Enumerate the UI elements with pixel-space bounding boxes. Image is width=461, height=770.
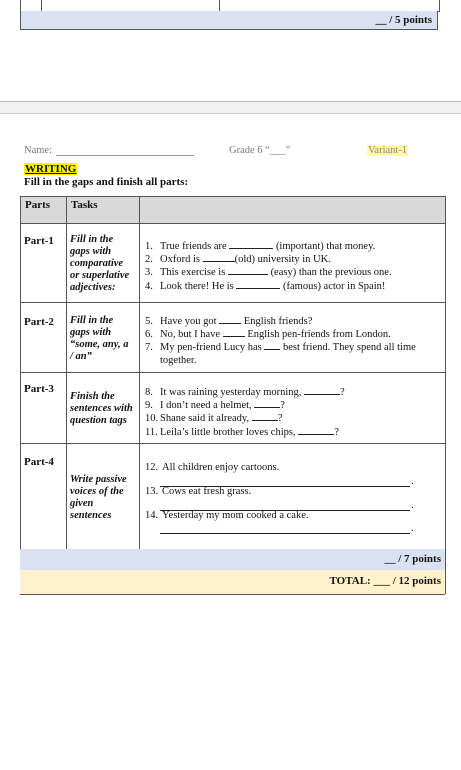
gap-blank[interactable] (229, 240, 273, 249)
page-break-bottom (0, 113, 461, 114)
table-border (20, 372, 445, 373)
list-item: 10. Shane said it already, ? (145, 413, 283, 425)
table-border (20, 302, 445, 303)
part-2-items (145, 315, 416, 367)
list-item: 2. Oxford is (old) university in UK. (145, 254, 331, 266)
gap-blank[interactable] (304, 386, 340, 395)
task-description: Finish the sentences with question tags (70, 391, 133, 426)
grade-label: Grade 6 “___” (229, 145, 291, 156)
table-border (20, 443, 445, 444)
task-description: Fill in the gaps with comparative or superlative adjectives: (70, 234, 130, 293)
total-points: ___ / 12 points (373, 575, 441, 587)
gap-blank[interactable] (254, 399, 280, 408)
part-3-items (145, 386, 345, 439)
header-tasks: Tasks (71, 199, 98, 211)
name-field-line[interactable] (56, 155, 194, 156)
list-item: together. (160, 354, 197, 366)
answer-line[interactable] (160, 533, 410, 534)
list-item: 9. I don’t need a helmet, ? (145, 400, 285, 412)
table-border (20, 196, 21, 594)
list-item: 11. Leila’s little brother loves chips, ? (145, 426, 339, 438)
list-item: 7. My pen-friend Lucy has best friend. They spend all time (145, 342, 416, 354)
task-description: Fill in the gaps with “some, any, a / an” (70, 315, 129, 362)
table-border (20, 594, 445, 595)
part-label: Part-1 (24, 235, 54, 247)
list-item: 13. Cows eat fresh grass. (145, 486, 252, 497)
table-border (20, 196, 445, 197)
part-label: Part-4 (24, 456, 54, 468)
table-border (139, 196, 140, 549)
gap-blank[interactable] (219, 315, 241, 324)
instructions: Fill in the gaps and finish all parts: (24, 176, 189, 188)
table-border (20, 223, 445, 224)
list-item: 4. Look there! He is (famous) actor in Spain! (145, 280, 386, 292)
points-row: __ / 7 points (20, 549, 445, 570)
table-border (445, 196, 446, 594)
total-label: TOTAL: (329, 575, 371, 587)
gap-blank[interactable] (298, 426, 334, 435)
list-item: 12. All children enjoy cartoons. (145, 462, 280, 473)
list-item: 14. Yesterday my mom cooked a cake. (145, 510, 309, 521)
part-label: Part-2 (24, 316, 54, 328)
page-break-band (0, 102, 461, 113)
list-item: 8. It was raining yesterday morning, ? (145, 387, 345, 398)
gap-blank[interactable] (264, 341, 280, 350)
section-title: WRITING (25, 163, 77, 175)
gap-blank[interactable] (223, 328, 245, 337)
list-item: 1. True friends are (important) that money. (145, 241, 376, 252)
part-label: Part-3 (24, 383, 54, 395)
gap-blank[interactable] (236, 280, 280, 289)
total-row (20, 570, 445, 594)
name-label: Name: (24, 145, 52, 156)
variant-label: Variant-1 (368, 145, 408, 156)
gap-blank[interactable] (252, 412, 278, 421)
gap-blank[interactable] (203, 253, 235, 262)
gap-blank[interactable] (228, 266, 268, 275)
list-item: 6. No, but I have English pen-friends from London. (145, 329, 391, 341)
header-parts: Parts (25, 199, 51, 211)
table-border (66, 196, 67, 549)
previous-points-row: __ / 5 points (20, 11, 438, 30)
part-1-items (145, 240, 392, 293)
list-item: 5. Have you got English friends? (145, 316, 313, 327)
list-item: 3. This exercise is (easy) than the previous one. (145, 267, 392, 279)
task-description: Write passive voices of the given sentences (70, 474, 127, 521)
